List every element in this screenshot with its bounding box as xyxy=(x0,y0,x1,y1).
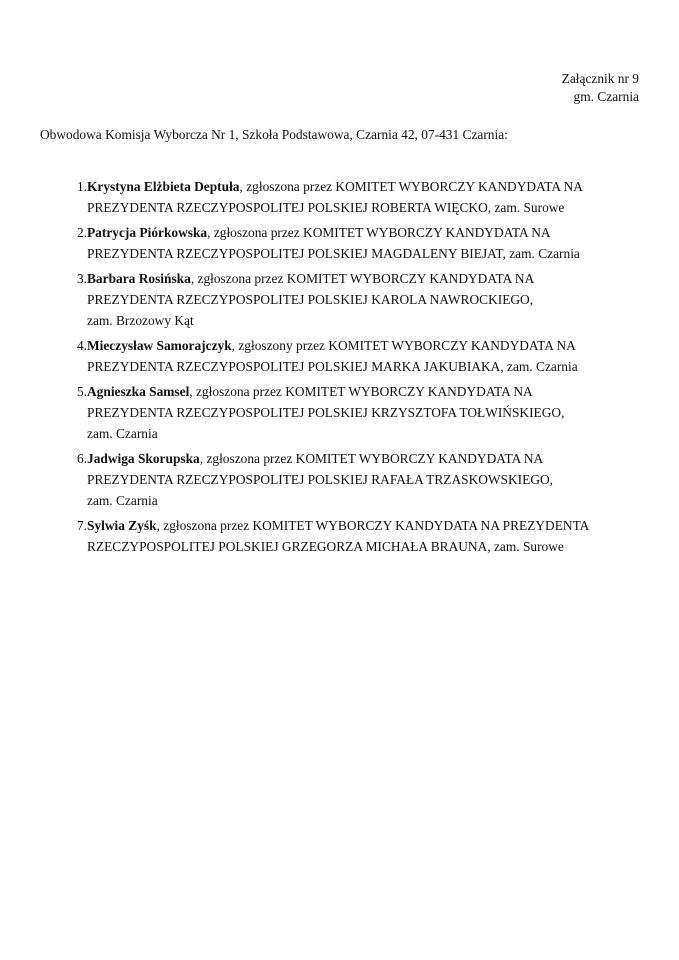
item-line-1 xyxy=(87,335,639,356)
nomination-text: , zgłoszona przez KOMITET WYBORCZY KANDYDATA NA PREZYDENTA xyxy=(156,518,590,533)
nomination-text: , zgłoszona przez KOMITET WYBORCZY KANDYDATA NA xyxy=(207,225,551,240)
nomination-text: , zgłoszony przez KOMITET WYBORCZY KANDYDATA NA xyxy=(231,338,576,353)
item-number: 3. xyxy=(76,271,87,286)
item-line-3: zam. Czarnia xyxy=(87,493,158,508)
item-text xyxy=(87,515,639,557)
item-line-2: PREZYDENTA RZECZYPOSPOLITEJ POLSKIEJ RAFAŁA TRZASKOWSKIEGO, xyxy=(87,472,554,487)
item-text xyxy=(87,176,639,218)
item-line-3: zam. Brzozowy Kąt xyxy=(87,313,194,328)
member-name: Krystyna Elżbieta Deptuła xyxy=(87,179,240,194)
item-line-2: PREZYDENTA RZECZYPOSPOLITEJ POLSKIEJ ROBERTA WIĘCKO, zam. Surowe xyxy=(87,200,565,215)
attachment-number: Załącznik nr 9 xyxy=(561,71,639,86)
member-name: Patrycja Piórkowska xyxy=(87,225,208,240)
item-number: 7. xyxy=(76,518,87,533)
list-item xyxy=(40,222,639,264)
attachment-header xyxy=(562,70,639,106)
item-number: 4. xyxy=(76,338,87,353)
item-text xyxy=(87,448,639,511)
list-item xyxy=(40,381,639,444)
item-number: 2. xyxy=(76,225,87,240)
nomination-text: , zgłoszona przez KOMITET WYBORCZY KANDYDATA NA xyxy=(199,451,544,466)
item-line-2: PREZYDENTA RZECZYPOSPOLITEJ POLSKIEJ MARKA JAKUBIAKA, zam. Czarnia xyxy=(87,359,578,374)
member-name: Jadwiga Skorupska xyxy=(87,451,200,466)
item-line-2: PREZYDENTA RZECZYPOSPOLITEJ POLSKIEJ KAROLA NAWROCKIEGO, xyxy=(87,292,534,307)
item-number: 6. xyxy=(76,451,87,466)
item-line-1 xyxy=(87,515,639,536)
commission-heading: Obwodowa Komisja Wyborcza Nr 1, Szkoła Podstawowa, Czarnia 42, 07-431 Czarnia: xyxy=(40,127,508,142)
item-line-2: PREZYDENTA RZECZYPOSPOLITEJ POLSKIEJ MAGDALENY BIEJAT, zam. Czarnia xyxy=(87,246,580,261)
member-name: Agnieszka Samsel xyxy=(87,384,190,399)
list-item xyxy=(40,268,639,331)
item-text xyxy=(87,222,639,264)
item-line-3: zam. Czarnia xyxy=(87,426,158,441)
item-line-2: PREZYDENTA RZECZYPOSPOLITEJ POLSKIEJ KRZYSZTOFA TOŁWIŃSKIEGO, xyxy=(87,405,565,420)
item-text xyxy=(87,381,639,444)
nomination-text: , zgłoszona przez KOMITET WYBORCZY KANDYDATA NA xyxy=(189,384,533,399)
item-line-1 xyxy=(87,176,639,197)
list-item xyxy=(40,515,639,557)
member-name: Barbara Rosińska xyxy=(87,271,191,286)
nomination-text: , zgłoszona przez KOMITET WYBORCZY KANDYDATA NA xyxy=(190,271,535,286)
item-line-1 xyxy=(87,448,639,469)
item-line-1 xyxy=(87,381,639,402)
member-name: Sylwia Zyśk xyxy=(87,518,157,533)
item-line-1 xyxy=(87,222,639,243)
nomination-text: , zgłoszona przez KOMITET WYBORCZY KANDYDATA NA xyxy=(239,179,583,194)
item-line-2: RZECZYPOSPOLITEJ POLSKIEJ GRZEGORZA MICHAŁA BRAUNA, zam. Surowe xyxy=(87,539,564,554)
item-line-1 xyxy=(87,268,639,289)
item-text xyxy=(87,335,639,377)
list-item xyxy=(40,335,639,377)
item-number: 1. xyxy=(76,179,87,194)
member-name: Mieczysław Samorajczyk xyxy=(87,338,232,353)
list-item xyxy=(40,176,639,218)
list-item xyxy=(40,448,639,511)
municipality-label: gm. Czarnia xyxy=(573,89,639,104)
item-number: 5. xyxy=(76,384,87,399)
member-list xyxy=(40,176,639,561)
item-text xyxy=(87,268,639,331)
